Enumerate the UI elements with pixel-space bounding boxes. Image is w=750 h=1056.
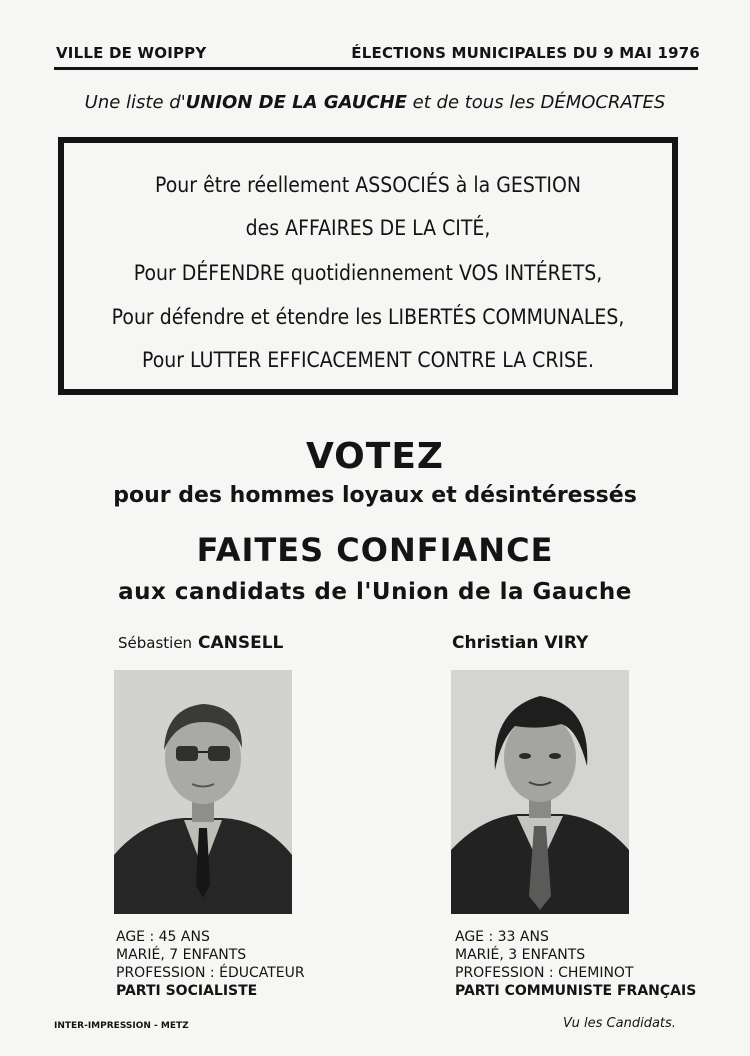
election-date: ÉLECTIONS MUNICIPALES DU 9 MAI 1976 [351,44,700,62]
slogan-box [58,137,678,395]
pour-line: pour des hommes loyaux et désintéressés [113,483,637,508]
candidate-2-age: AGE : 33 ANS [455,929,549,945]
candidate-2-profession: PROFESSION : CHEMINOT [455,965,634,981]
candidate-1-party: PARTI SOCIALISTE [116,983,258,999]
slogan-line-4: Pour défendre et étendre les LIBERTÉS COMMUNALES, [111,305,625,329]
slogan-line-5: Pour LUTTER EFFICACEMENT CONTRE LA CRISE. [141,348,595,372]
candidate-2-party: PARTI COMMUNISTE FRANÇAIS [455,983,697,999]
printer-credit: INTER-IMPRESSION - METZ [54,1021,189,1031]
slogan-line-3: Pour DÉFENDRE quotidiennement VOS INTÉRETS, [133,261,603,285]
header-rule [54,67,698,70]
faites-confiance-heading: FAITES CONFIANCE [196,531,554,569]
aux-candidats-line: aux candidats de l'Union de la Gauche [118,579,632,605]
candidate-1-name: Sébastien CANSELL [118,633,284,653]
candidate-1-family: MARIÉ, 7 ENFANTS [116,947,247,963]
signature-note: Vu les Candidats. [563,1016,676,1031]
candidate-2-details [455,928,696,1000]
tagline: Une liste d'UNION DE LA GAUCHE et de tous les DÉMOCRATES [84,92,666,113]
candidate-2-family: MARIÉ, 3 ENFANTS [455,947,586,963]
candidate-1-details [116,928,305,1000]
candidate-2-name: Christian VIRY [452,633,589,653]
candidate-1-age: AGE : 45 ANS [116,929,210,945]
slogan-line-2: des AFFAIRES DE LA CITÉ, [245,216,491,240]
town-name: VILLE DE WOIPPY [56,44,207,62]
candidate-1-profession: PROFESSION : ÉDUCATEUR [116,965,305,981]
candidate-1-portrait [114,670,292,914]
candidate-2-portrait [451,670,629,914]
slogan-line-1: Pour être réellement ASSOCIÉS à la GESTION [155,173,581,197]
votez-heading: VOTEZ [305,436,445,477]
